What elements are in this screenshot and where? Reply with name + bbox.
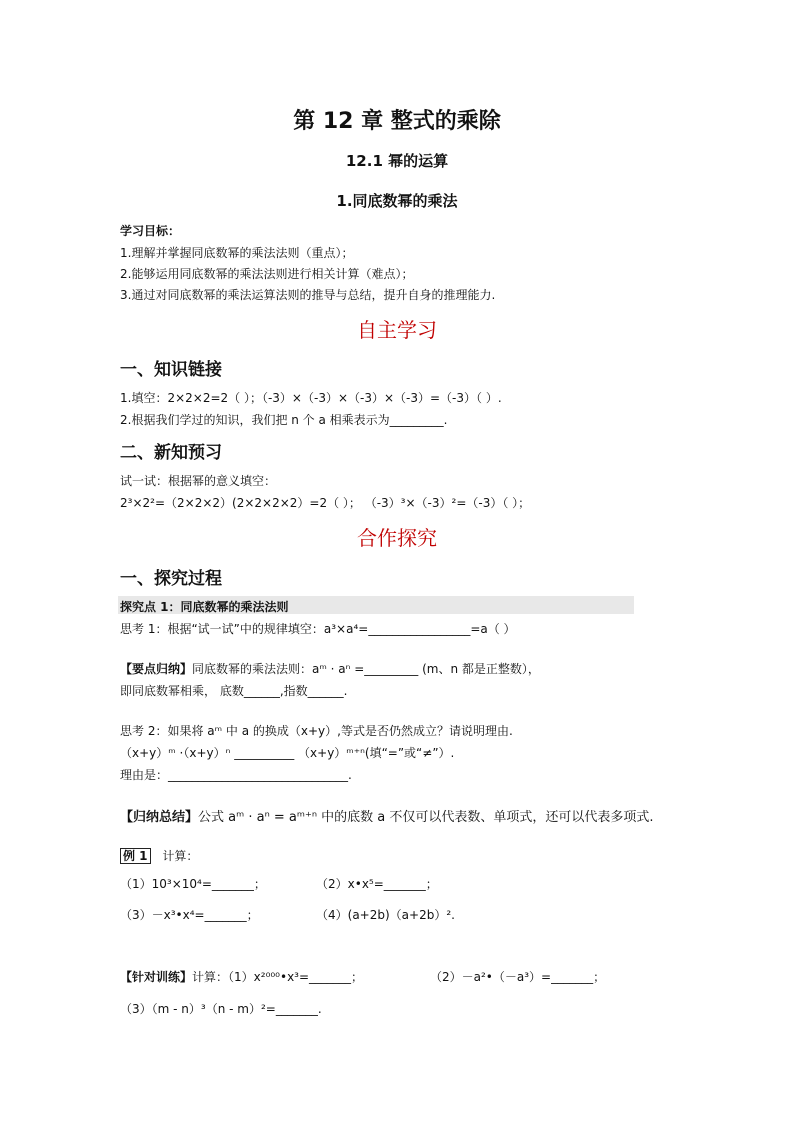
example-item: （3）－x³•x⁴=_______； [120,908,259,922]
drill-text-2: （2）－a²•（－a³）=_______； [430,970,606,984]
example-1 [120,847,198,864]
think-2-expr: （x+y）ᵐ ·（x+y）ⁿ __________ （x+y）ᵐ⁺ⁿ(填“=”或“≠”）. [120,746,455,760]
example-item: （4）(a+2b)（a+2b）². [316,908,455,922]
fill-line: 2.根据我们学过的知识，我们把 n 个 a 相乘表示为_________. [120,413,448,427]
key-points-text: 同底数幂的乘法法则：aᵐ · aⁿ =_________ (m、n 都是正整数）， [192,662,540,676]
goal-item: 3.通过对同底数幂的乘法运算法则的推导与总结，提升自身的推理能力. [120,288,496,302]
explore-heading: 一、探究过程 [120,569,222,589]
drill-label: 【针对训练】 [120,970,193,984]
try-line: 2³×2²=（2×2×2）(2×2×2×2）=2（ ）； （-3）³×（-3）²=（-3）（ ）； [120,496,531,510]
summary [120,806,654,825]
goals-label: 学习目标： [120,224,181,238]
drill-text-1: 计算：（1）x²⁰⁰⁰•x³=_______； [192,970,364,984]
drill [120,968,363,985]
key-points-label: 【要点归纳】 [120,662,193,676]
example-item: （1）10³×10⁴=_______； [120,877,266,891]
goal-item: 2.能够运用同底数幂的乘法法则进行相关计算（难点）； [120,267,414,281]
fill-line: 1.填空：2×2×2=2（ ）；（-3）×（-3）×（-3）×（-3）=（-3）（ ）. [120,391,502,405]
example-item: （2）x•x⁵=_______； [316,877,438,891]
lesson-title: 1.同底数幂的乘法 [336,192,458,210]
example-tag: 例 1 [120,848,151,864]
section-title: 12.1 幂的运算 [345,152,449,170]
think-1: 思考 1：根据“试一试”中的规律填空：a³×a⁴=_________________=a（ ） [120,622,516,636]
key-points [120,660,540,677]
summary-text: 公式 aᵐ · aⁿ = aᵐ⁺ⁿ 中的底数 a 不仅可以代表数、单项式，还可以代表多项式. [198,810,654,825]
explore-point-1: 探究点 1：同底数幂的乘法法则 [120,600,289,614]
think-2: 思考 2：如果将 aᵐ 中 a 的换成（x+y）,等式是否仍然成立？请说明理由. [120,724,513,738]
try-label: 试一试：根据幂的意义填空： [120,474,277,488]
key-points-line2: 即同底数幂相乘， 底数______,指数______. [120,684,348,698]
goal-item: 1.理解并掌握同底数幂的乘法法则（重点）； [120,246,354,260]
think-2-reason: 理由是：______________________________. [120,768,352,782]
knowledge-link-heading: 一、知识链接 [120,360,222,380]
example-prompt: 计算： [162,849,199,863]
chapter-title: 第 12 章 整式的乘除 [293,109,501,134]
coop-banner: 合作探究 [357,526,437,550]
self-study-banner: 自主学习 [357,318,437,342]
drill-text-3: （3）（m - n）³（n - m）²=_______. [120,1002,322,1016]
new-knowledge-heading: 二、新知预习 [120,443,222,463]
summary-label: 【归纳总结】 [120,810,199,825]
